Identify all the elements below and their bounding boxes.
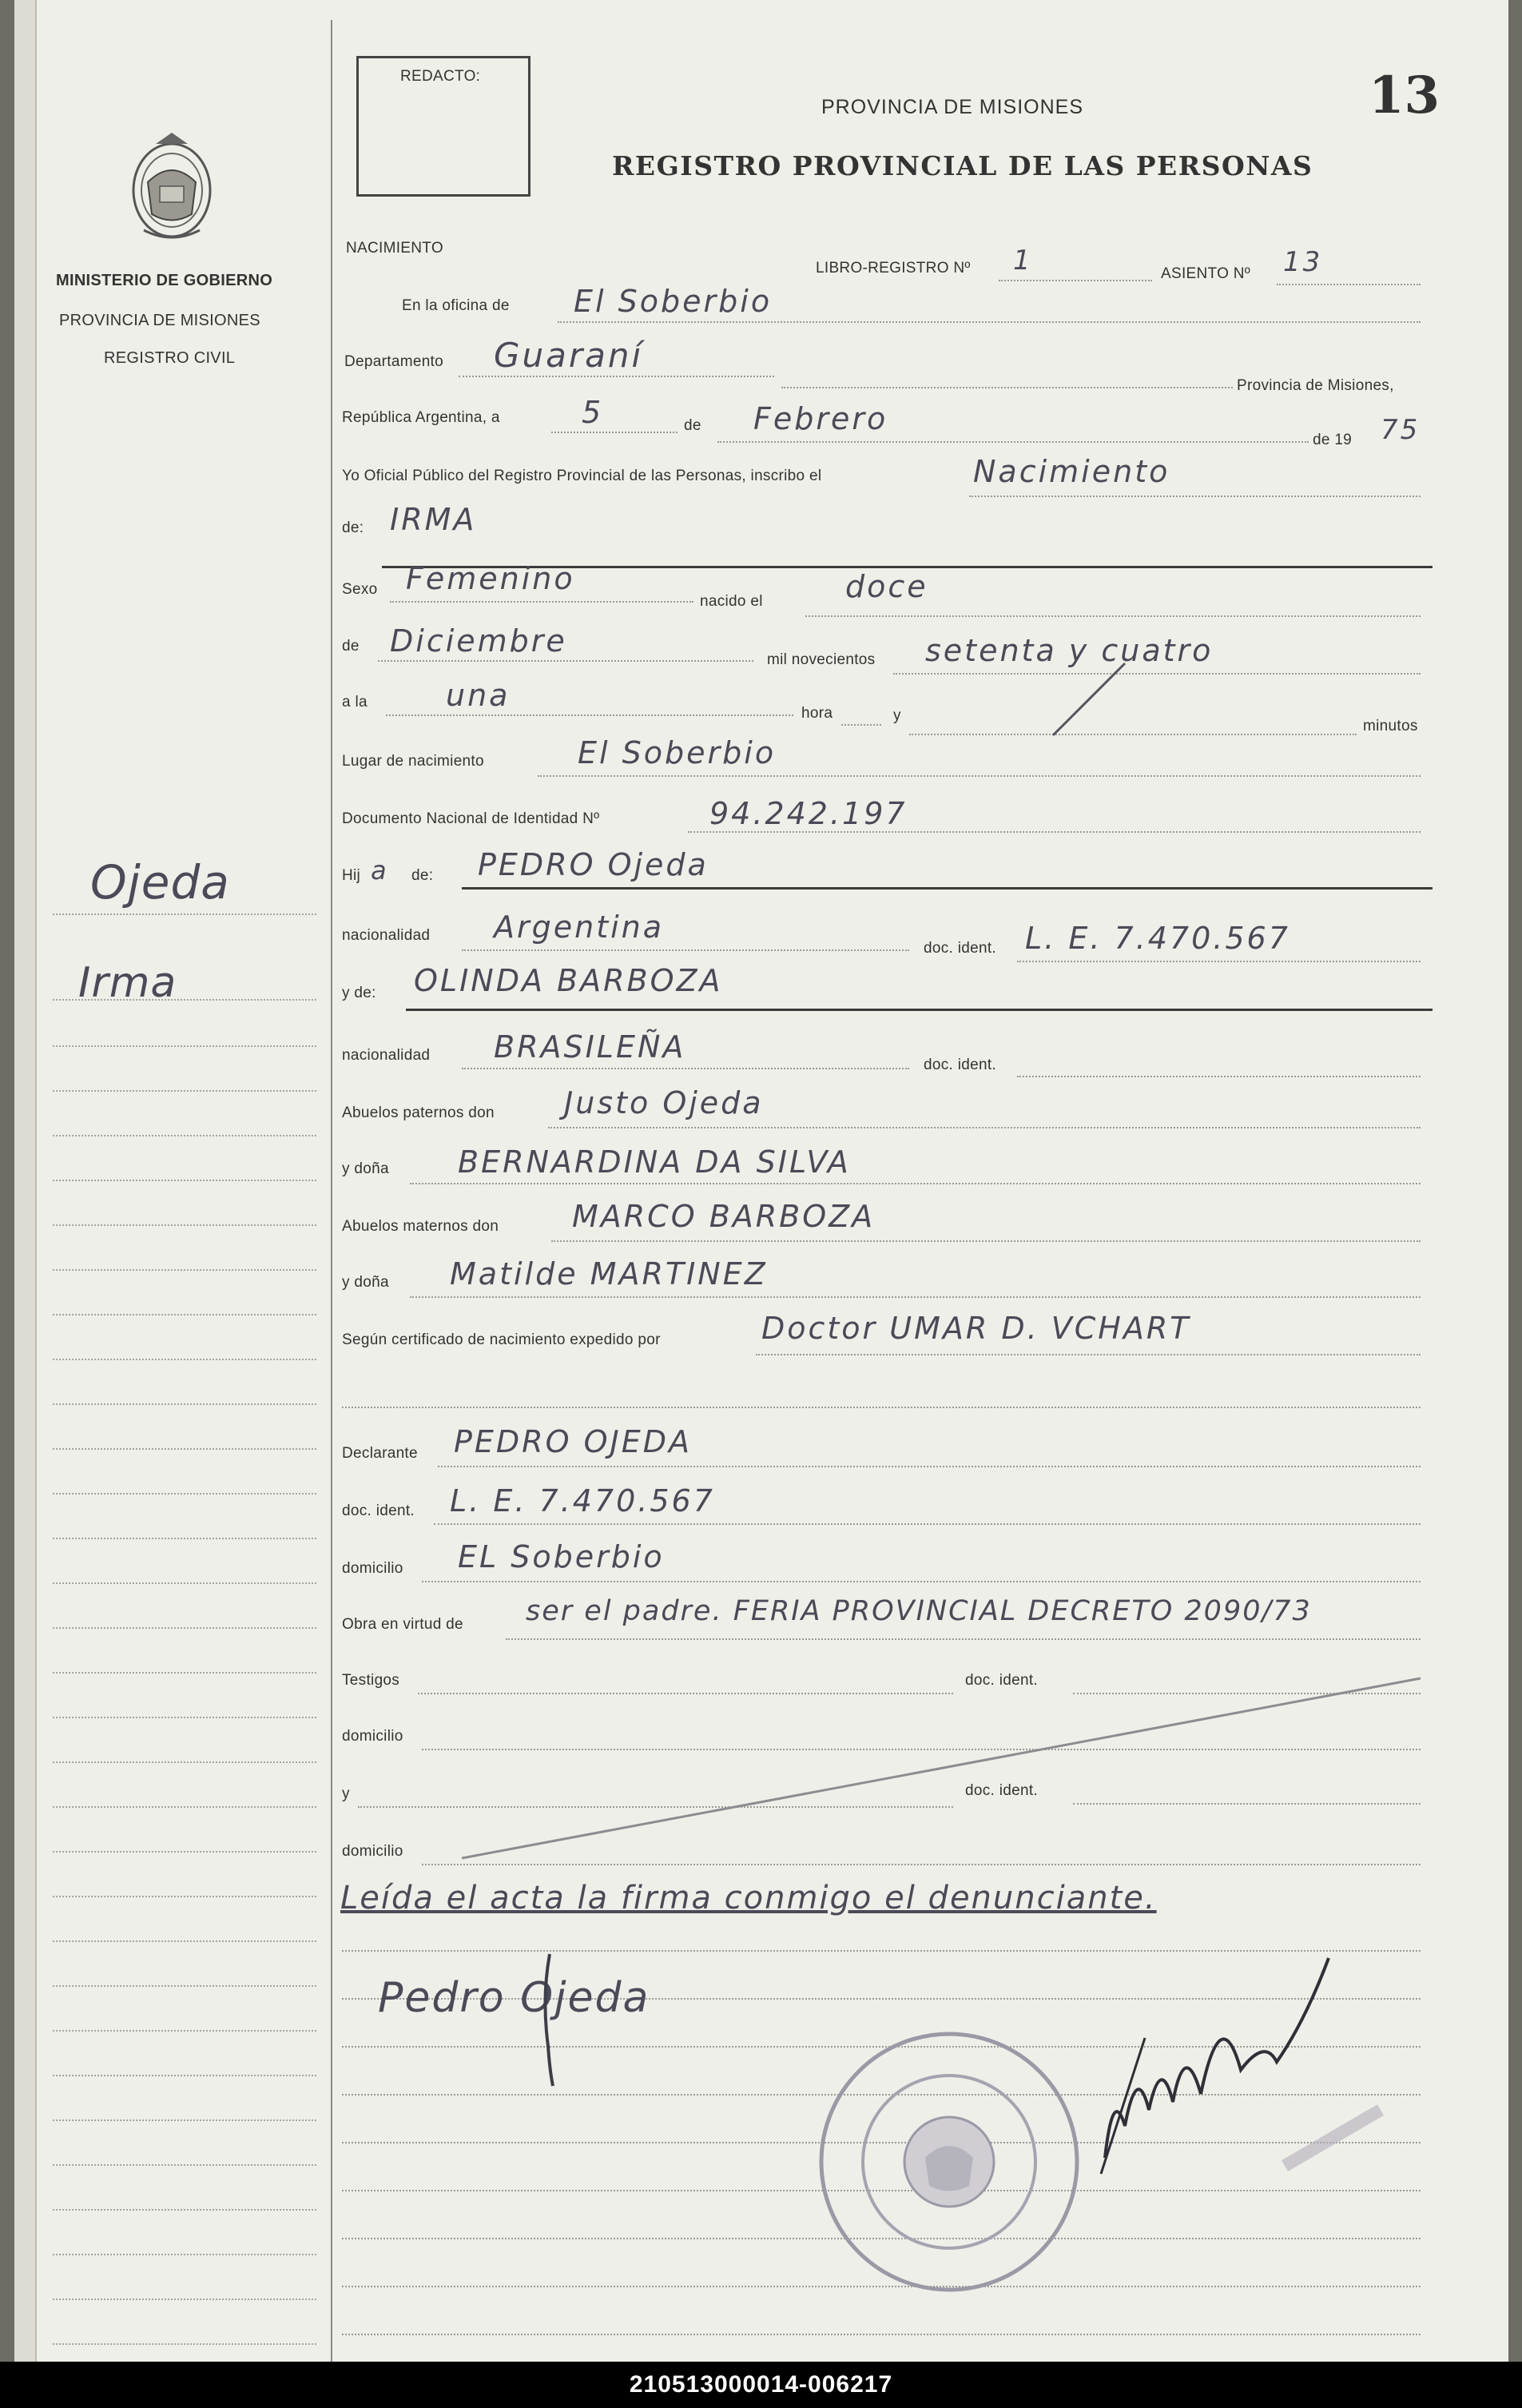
libro-label: LIBRO-REGISTRO Nº (816, 260, 971, 277)
margin-surname: Ojeda (90, 855, 230, 909)
nacionalidad-label: nacionalidad (342, 927, 431, 944)
oficial-label: Yo Oficial Público del Registro Provincial de las Personas, inscribo el (342, 468, 822, 484)
asiento-label: ASIENTO Nº (1161, 265, 1250, 282)
margin-rule (53, 2119, 316, 2121)
margin-rule (53, 1717, 316, 1718)
dni-label: Documento Nacional de Identidad Nº (342, 810, 600, 827)
oficina-label: En la oficina de (402, 297, 510, 314)
margin-rule (53, 1493, 316, 1495)
testigos-label: Testigos (342, 1672, 400, 1689)
fill-line (805, 615, 1421, 617)
hija-de-label: de: (411, 867, 434, 884)
domicilio-label: domicilio (342, 1560, 403, 1577)
y-dona-label: y doña (342, 1160, 389, 1177)
margin-rule (53, 2075, 316, 2076)
margin-divider (331, 20, 332, 2362)
redacto-label: REDACTO: (400, 68, 481, 85)
nombre-value: IRMA (390, 502, 477, 537)
fill-line (558, 321, 1421, 323)
mother-underline (406, 1009, 1433, 1011)
fill-line (462, 949, 909, 951)
padre-doc-value: L. E. 7.470.567 (1025, 921, 1290, 956)
official-name-stamp (1277, 2094, 1389, 2182)
page-binding (14, 0, 37, 2362)
page-number: 13 (1369, 66, 1441, 125)
registry-label: REGISTRO CIVIL (104, 349, 236, 367)
departamento-value: Guaraní (494, 336, 644, 375)
redacto-box (356, 56, 531, 197)
margin-given-name: Irma (78, 959, 177, 1007)
margin-rule (53, 1090, 316, 1092)
fill-line (688, 831, 1421, 833)
margin-rule (53, 1135, 316, 1136)
domicilio-value: EL Soberbio (458, 1539, 665, 1574)
margin-rule (53, 1940, 316, 1942)
departamento-label: Departamento (344, 353, 444, 370)
margin-rule (53, 2164, 316, 2166)
de-nombre-label: de: (342, 519, 364, 536)
margin-rule (53, 1359, 316, 1360)
abuelos-paternos-label: Abuelos paternos don (342, 1104, 495, 1121)
republica-label: República Argentina, a (342, 409, 500, 426)
doc-ident-label: doc. ident. (342, 1503, 415, 1519)
fill-line (548, 1127, 1421, 1128)
hija-suffix: a (371, 855, 389, 886)
nacido-value: doce (845, 569, 928, 604)
doc-ident-label: doc. ident. (965, 1782, 1038, 1799)
dni-value: 94.242.197 (709, 796, 908, 831)
coat-of-arms-emblem (120, 126, 224, 246)
nacionalidad-label: nacionalidad (342, 1047, 431, 1064)
margin-rule (53, 1448, 316, 1450)
acto-value: Nacimiento (973, 454, 1170, 489)
page-title: REGISTRO PROVINCIAL DE LAS PERSONAS (612, 150, 1313, 181)
fill-line (410, 1296, 1421, 1298)
margin-rule (53, 1985, 316, 1987)
declarante-value: PEDRO OJEDA (454, 1424, 692, 1459)
lugar-label: Lugar de nacimiento (342, 753, 484, 770)
ministry-label: MINISTERIO DE GOBIERNO (56, 272, 273, 289)
oficina-value: El Soberbio (574, 284, 773, 319)
sexo-value: Femenino (406, 561, 575, 596)
mes-nac-value: Diciembre (390, 623, 567, 659)
fill-line (893, 673, 1421, 675)
margin-rule (53, 1761, 316, 1763)
fill-line (342, 1407, 1421, 1408)
madre-nac-value: BRASILEÑA (494, 1029, 686, 1065)
fill-line (551, 432, 678, 433)
declarante-label: Declarante (342, 1445, 418, 1462)
doc-ident-label: doc. ident. (924, 1057, 996, 1073)
fill-line (434, 1523, 1421, 1525)
y-dona-label: y doña (342, 1274, 389, 1291)
abuela-materna-value: Matilde MARTINEZ (450, 1256, 768, 1292)
anio-prefix: de 19 (1313, 432, 1353, 448)
fill-line (438, 1466, 1421, 1467)
de2-label: de (342, 638, 360, 655)
abuelo-materno-value: MARCO BARBOZA (572, 1199, 876, 1234)
province-label: PROVINCIA DE MISIONES (59, 312, 260, 329)
margin-rule (53, 1806, 316, 1808)
fill-line (386, 714, 793, 716)
hora-label: hora (801, 705, 833, 722)
fill-line (390, 601, 693, 603)
dia-value: 5 (582, 395, 604, 430)
fill-line (459, 376, 774, 377)
footer-code: 210513000014-006217 (0, 2362, 1522, 2408)
doc-ident-label: doc. ident. (924, 940, 996, 957)
sexo-label: Sexo (342, 581, 378, 598)
fill-line (538, 775, 1421, 777)
y-de-label: y de: (342, 985, 376, 1001)
anio-value: 75 (1381, 414, 1421, 446)
father-underline (462, 887, 1433, 890)
margin-rule (53, 2343, 316, 2345)
fill-line (909, 734, 1357, 735)
anio-nac-value: setenta y cuatro (925, 633, 1214, 668)
margin-rule (53, 2254, 316, 2255)
document-page (14, 0, 1508, 2362)
abuela-paterna-value: BERNARDINA DA SILVA (458, 1144, 851, 1180)
fill-line (342, 2334, 1421, 2335)
margin-rule (53, 1582, 316, 1584)
margin-rule (53, 2030, 316, 2032)
margin-rule (53, 1672, 316, 1674)
y-label: y (893, 707, 901, 724)
margin-rule (53, 1851, 316, 1853)
fill-line (841, 724, 881, 726)
fill-line (462, 1068, 909, 1069)
declarant-signature: Pedro Ojeda (378, 1974, 650, 2022)
minutos-label: minutos (1363, 718, 1418, 734)
provincia-label: Provincia de Misiones, (1237, 377, 1394, 394)
margin-rule (53, 2209, 316, 2211)
fill-line (756, 1354, 1421, 1355)
asiento-value: 13 (1283, 246, 1323, 278)
margin-rule (53, 1896, 316, 1897)
abuelos-maternos-label: Abuelos maternos don (342, 1218, 499, 1235)
nacido-label: nacido el (700, 593, 763, 610)
section-label: NACIMIENTO (346, 240, 443, 257)
margin-rule (53, 1045, 316, 1047)
libro-value: 1 (1013, 245, 1033, 277)
closing-text: Leída el acta la firma conmigo el denunciante. (340, 1880, 1157, 1916)
margin-rule (53, 1538, 316, 1539)
obra-value: ser el padre. FERIA PROVINCIAL DECRETO 2090/73 (526, 1595, 1312, 1627)
margin-rule (53, 1403, 316, 1405)
margin-rule (53, 913, 316, 915)
padre-nac-value: Argentina (494, 909, 665, 945)
margin-rule (53, 999, 316, 1001)
declarante-doc-value: L. E. 7.470.567 (450, 1483, 715, 1518)
signature-stroke (526, 1950, 574, 2094)
certificado-value: Doctor UMAR D. VCHART (761, 1311, 1191, 1346)
fill-line (969, 496, 1421, 497)
hora-value: una (446, 678, 511, 713)
padre-value: PEDRO Ojeda (478, 847, 709, 882)
fill-line (551, 1240, 1421, 1242)
fill-line (1017, 961, 1421, 962)
domicilio-label: domicilio (342, 1728, 403, 1745)
margin-rule (53, 2299, 316, 2300)
fill-line (999, 280, 1152, 281)
cancel-slash (462, 1670, 1429, 1870)
hija-label: Hij (342, 867, 361, 884)
fill-line (378, 660, 753, 662)
abuelo-paterno-value: Justo Ojeda (564, 1085, 764, 1120)
doc-ident-label: doc. ident. (965, 1672, 1038, 1689)
margin-rule (53, 1627, 316, 1629)
certificado-label: Según certificado de nacimiento expedido por (342, 1331, 661, 1348)
margin-rule (53, 1224, 316, 1226)
madre-value: OLINDA BARBOZA (414, 963, 723, 998)
de-label: de (684, 417, 701, 434)
mil-label: mil novecientos (767, 651, 876, 668)
margin-rule (53, 1314, 316, 1315)
official-seal-stamp (813, 2014, 1085, 2310)
ala-label: a la (342, 694, 368, 710)
fill-line (781, 387, 1233, 388)
fill-line (422, 1581, 1421, 1582)
margin-rule (53, 1269, 316, 1271)
fill-line (410, 1183, 1421, 1184)
fill-line (1277, 284, 1421, 285)
header-province: PROVINCIA DE MISIONES (821, 96, 1084, 118)
fill-line (1017, 1076, 1421, 1077)
lugar-value: El Soberbio (578, 735, 777, 770)
domicilio-label: domicilio (342, 1843, 403, 1860)
fill-line (506, 1638, 1421, 1640)
line-strike (1045, 655, 1133, 743)
y-label: y (342, 1785, 350, 1802)
mes-value: Febrero (753, 401, 888, 436)
fill-line (717, 441, 1309, 443)
margin-rule (53, 1180, 316, 1181)
obra-label: Obra en virtud de (342, 1616, 463, 1633)
